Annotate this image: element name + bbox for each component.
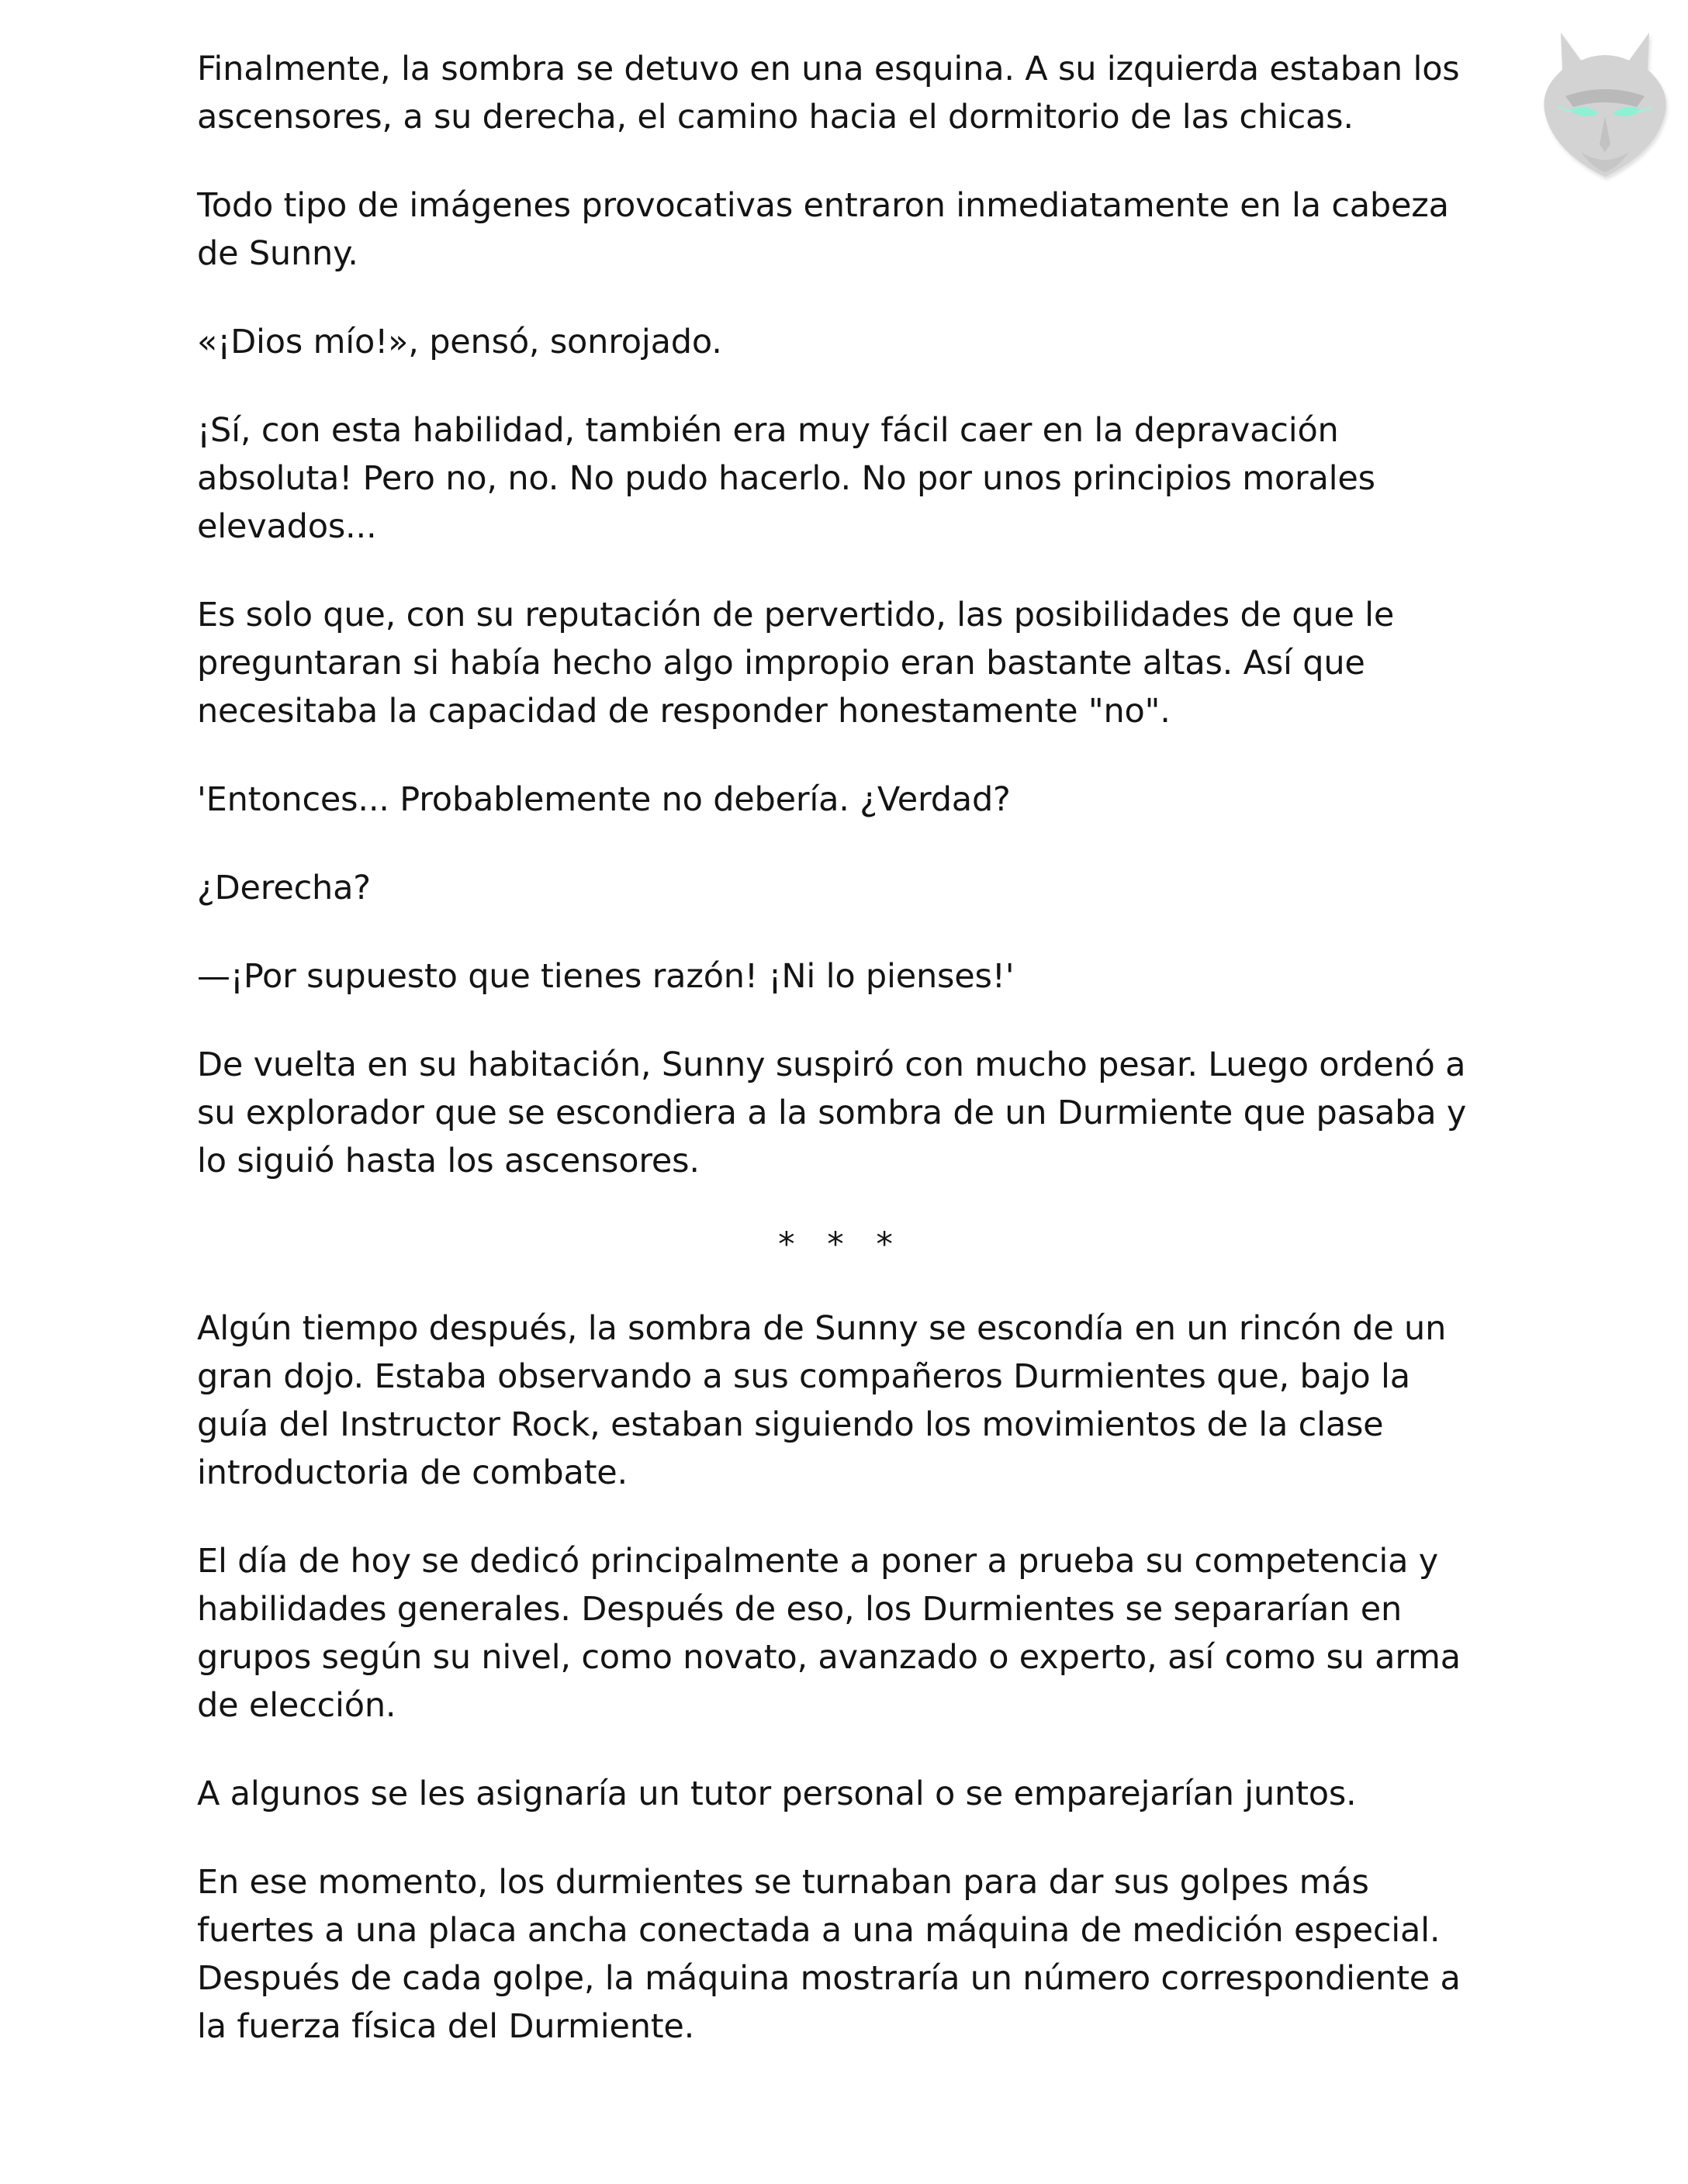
paragraph: De vuelta en su habitación, Sunny suspiró con mucho pesar. Luego ordenó a su explorador que se escondiera a la sombra de un Durmiente que pasaba y lo siguió hasta los ascensores. — [197, 1045, 1467, 1180]
paragraph: Finalmente, la sombra se detuvo en una esquina. A su izquierda estaban los ascensores, a su derecha, el camino hacia el dormitorio de las chicas. — [197, 50, 1460, 136]
document-page — [197, 45, 1485, 2091]
paragraph: En ese momento, los durmientes se turnaban para dar sus golpes más fuertes a una placa ancha conectada a una máquina de medición especial. Después de cada golpe, la máquina mostraría un número correspondiente a la fuerza física del Durmiente. — [197, 1863, 1461, 2046]
paragraph: ¿Derecha? — [197, 869, 371, 907]
paragraph: ¡Sí, con esta habilidad, también era muy fácil caer en la depravación absoluta! Pero no, no. No pudo hacerlo. No por unos principios morales elevados... — [197, 411, 1375, 546]
paragraph: Todo tipo de imágenes provocativas entraron inmediatamente en la cabeza de Sunny. — [197, 186, 1449, 273]
demon-mask-icon — [1534, 16, 1676, 183]
section-separator: * * * — [778, 1225, 904, 1264]
paragraph: «¡Dios mío!», pensó, sonrojado. — [197, 323, 722, 361]
paragraph: El día de hoy se dedicó principalmente a poner a prueba su competencia y habilidades generales. Después de eso, los Durmientes se separarían en grupos según su nivel, como novato, avanzado o experto, así como su arma de elección. — [197, 1542, 1461, 1725]
paragraph: A algunos se les asignaría un tutor personal o se emparejarían juntos. — [197, 1774, 1357, 1813]
paragraph: Algún tiempo después, la sombra de Sunny se escondía en un rincón de un gran dojo. Estaba observando a sus compañeros Durmientes que, bajo la guía del Instructor Rock, estaban siguiendo los movimientos de la clase introductoria de combate. — [197, 1309, 1447, 1492]
paragraph: —¡Por supuesto que tienes razón! ¡Ni lo pienses!' — [197, 957, 1015, 996]
paragraph: Es solo que, con su reputación de pervertido, las posibilidades de que le preguntaran si había hecho algo impropio eran bastante altas. Así que necesitaba la capacidad de responder honestamente "no". — [197, 596, 1395, 731]
paragraph: 'Entonces... Probablemente no debería. ¿Verdad? — [197, 780, 1011, 819]
demon-mask-graphic — [1534, 16, 1676, 183]
